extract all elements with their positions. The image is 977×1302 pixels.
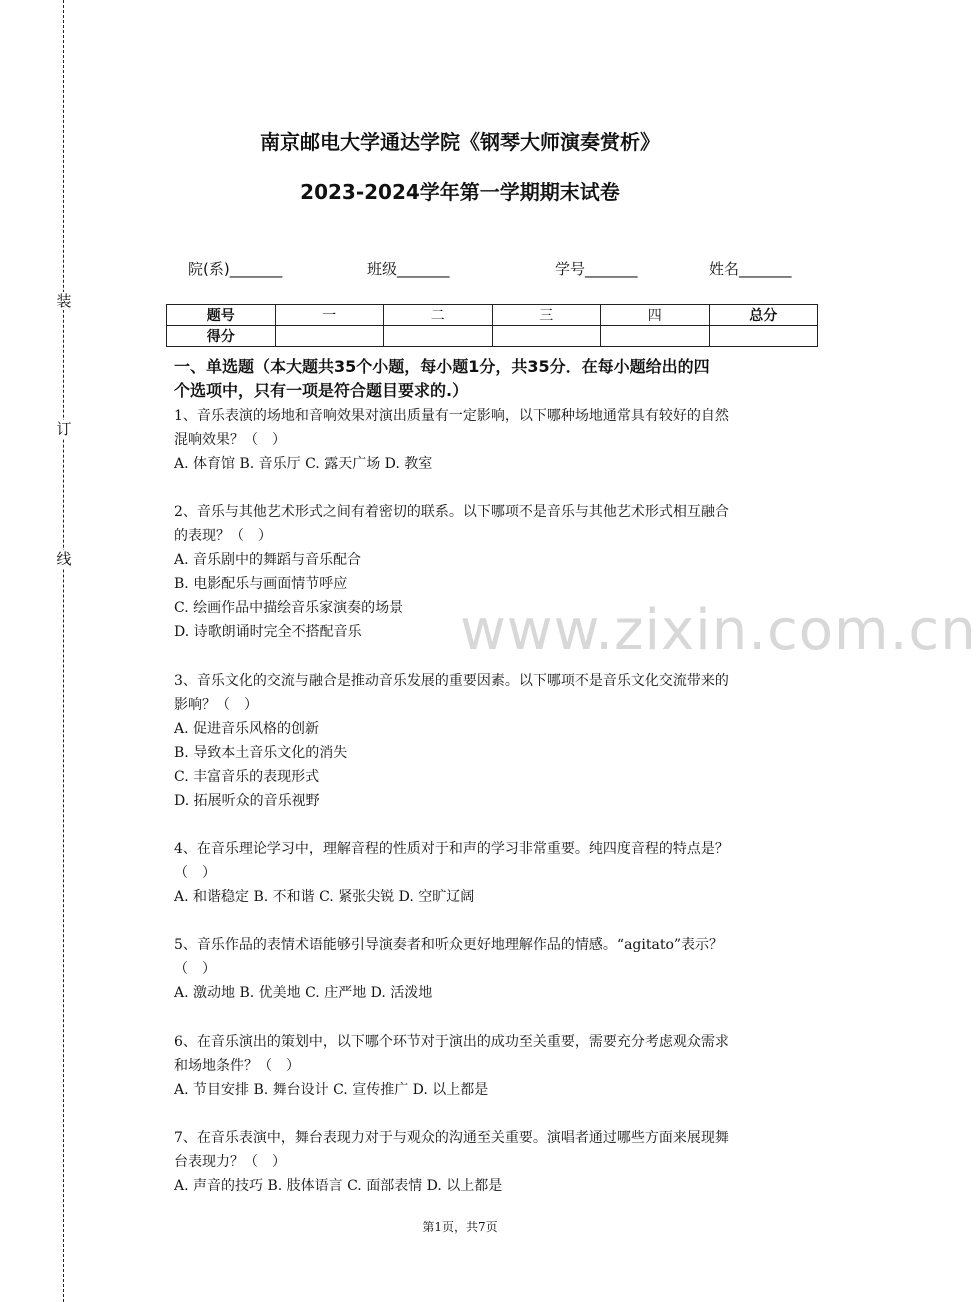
question-options: A. 节目安排 B. 舞台设计 C. 宣传推广 D. 以上都是 — [174, 1082, 489, 1098]
exam-title-line2: 2023-2024学年第一学期期末试卷 — [300, 180, 620, 204]
score-header-cell: 二 — [384, 305, 493, 326]
question-stem: 影响？（ ） — [174, 697, 258, 713]
question-option: A. 促进音乐风格的创新 — [174, 721, 320, 737]
score-header-cell: 总分 — [709, 305, 818, 326]
class-field: 班级_______ — [367, 260, 450, 278]
question-stem: 7、在音乐表演中，舞台表现力对于与观众的沟通至关重要。演唱者通过哪些方面来展现舞 — [174, 1130, 729, 1146]
name-field: 姓名_______ — [709, 260, 792, 278]
department-field: 院(系)_______ — [188, 260, 283, 278]
score-cell[interactable] — [492, 326, 601, 347]
question-option: A. 音乐剧中的舞蹈与音乐配合 — [174, 552, 362, 568]
question-option: B. 导致本土音乐文化的消失 — [174, 745, 348, 761]
question-1 — [174, 404, 822, 476]
exam-title-line1: 南京邮电大学通达学院《钢琴大师演奏赏析》 — [260, 130, 660, 154]
question-stem: （ ） — [174, 865, 216, 881]
question-stem: 6、在音乐演出的策划中，以下哪个环节对于演出的成功至关重要，需要充分考虑观众需求 — [174, 1034, 729, 1050]
question-options: A. 体育馆 B. 音乐厅 C. 露天广场 D. 教室 — [174, 456, 433, 472]
binding-char-ding: 订 — [56, 420, 72, 438]
question-option: D. 诗歌朗诵时完全不搭配音乐 — [174, 624, 362, 640]
question-stem: 3、音乐文化的交流与融合是推动音乐发展的重要因素。以下哪项不是音乐文化交流带来的 — [174, 673, 729, 689]
score-header-cell: 一 — [275, 305, 384, 326]
score-cell[interactable] — [709, 326, 818, 347]
section-heading — [174, 355, 822, 403]
question-3 — [174, 669, 822, 813]
score-cell[interactable] — [384, 326, 493, 347]
score-table — [166, 304, 818, 347]
score-header-cell: 题号 — [167, 305, 276, 326]
student-id-field: 学号_______ — [555, 260, 638, 278]
question-options: A. 激动地 B. 优美地 C. 庄严地 D. 活泼地 — [174, 985, 433, 1001]
question-5 — [174, 933, 822, 1005]
question-6 — [174, 1030, 822, 1102]
question-option: B. 电影配乐与画面情节呼应 — [174, 576, 348, 592]
score-table-score-row — [167, 326, 818, 347]
question-stem: 1、音乐表演的场地和音响效果对演出质量有一定影响，以下哪种场地通常具有较好的自然 — [174, 408, 729, 424]
score-table-header-row — [167, 305, 818, 326]
page-footer: 第1页，共7页 — [422, 1220, 498, 1234]
score-cell[interactable] — [601, 326, 710, 347]
score-header-cell: 三 — [492, 305, 601, 326]
question-stem: 混响效果？（ ） — [174, 432, 286, 448]
watermark: www.zixin.com.cn — [460, 598, 977, 663]
question-stem: 2、音乐与其他艺术形式之间有着密切的联系。以下哪项不是音乐与其他艺术形式相互融合 — [174, 504, 729, 520]
question-options: A. 声音的技巧 B. 肢体语言 C. 面部表情 D. 以上都是 — [174, 1178, 503, 1194]
question-stem: 5、音乐作品的表情术语能够引导演奏者和听众更好地理解作品的情感。“agitato”表示？ — [174, 937, 724, 953]
question-4 — [174, 837, 822, 909]
score-header-cell: 四 — [601, 305, 710, 326]
question-stem: 和场地条件？（ ） — [174, 1058, 300, 1074]
section-heading-line: 一、单选题（本大题共35个小题，每小题1分，共35分．在每小题给出的四 — [174, 357, 710, 376]
question-stem: 的表现？（ ） — [174, 528, 272, 544]
question-7 — [174, 1126, 822, 1198]
question-option: D. 拓展听众的音乐视野 — [174, 793, 320, 809]
binding-char-zhuang: 装 — [56, 292, 72, 310]
question-option: C. 丰富音乐的表现形式 — [174, 769, 320, 785]
question-options: A. 和谐稳定 B. 不和谐 C. 紧张尖锐 D. 空旷辽阔 — [174, 889, 475, 905]
question-option: C. 绘画作品中描绘音乐家演奏的场景 — [174, 600, 404, 616]
question-stem: 4、在音乐理论学习中，理解音程的性质对于和声的学习非常重要。纯四度音程的特点是？ — [174, 841, 729, 857]
binding-char-xian: 线 — [56, 550, 72, 568]
question-stem: 台表现力？（ ） — [174, 1154, 286, 1170]
section-heading-line: 个选项中，只有一项是符合题目要求的.） — [174, 381, 469, 400]
question-stem: （ ） — [174, 961, 216, 977]
score-cell[interactable] — [275, 326, 384, 347]
score-row-label: 得分 — [167, 326, 276, 347]
